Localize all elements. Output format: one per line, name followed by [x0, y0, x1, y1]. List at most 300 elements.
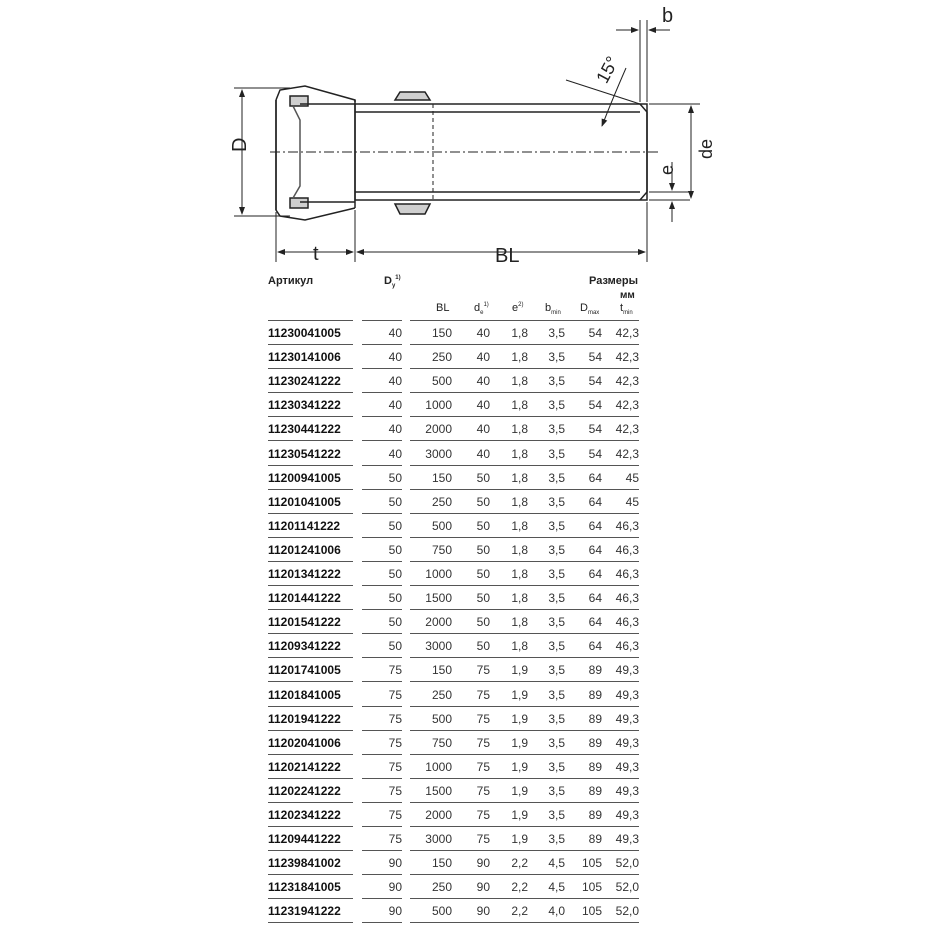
article-cell: 11230241222 [268, 374, 341, 389]
b-cell: 3,5 [548, 494, 565, 509]
e-cell: 1,8 [511, 567, 528, 581]
row-divider [410, 802, 639, 803]
table-row [0, 370, 930, 394]
t-cell: 46,3 [615, 567, 639, 581]
e-cell: 2,2 [511, 856, 528, 871]
table-row [0, 732, 930, 756]
t-cell: 49,3 [615, 832, 639, 847]
b-cell: 3,5 [548, 350, 565, 365]
row-divider [268, 440, 353, 441]
e-cell: 1,8 [511, 494, 528, 509]
row-divider [410, 657, 639, 658]
e-cell: 1,8 [511, 374, 528, 389]
row-divider [268, 898, 353, 899]
de-cell: 75 [476, 663, 490, 678]
D-cell: 64 [588, 567, 602, 581]
b-cell: 3,5 [548, 422, 565, 437]
row-divider [268, 513, 353, 514]
row-divider [268, 489, 353, 490]
bl-cell: 150 [431, 856, 452, 871]
row-divider [268, 633, 353, 634]
bl-cell: 2000 [425, 808, 452, 822]
article-cell: 11202241222 [268, 783, 341, 798]
label-de: de [696, 138, 716, 159]
article-cell: 11202341222 [268, 808, 341, 822]
t-cell: 42,3 [615, 374, 639, 389]
table-row [0, 804, 930, 828]
b-cell: 3,5 [548, 783, 565, 798]
row-divider [268, 778, 353, 779]
row-divider [268, 730, 353, 731]
label-t: t [313, 243, 319, 265]
D-cell: 64 [588, 639, 602, 654]
de-cell: 75 [476, 735, 490, 750]
de-cell: 75 [476, 687, 490, 702]
e-cell: 1,8 [511, 615, 528, 630]
e-cell: 1,9 [511, 783, 528, 798]
row-divider [268, 754, 353, 755]
row-divider [362, 585, 402, 586]
row-divider [362, 489, 402, 490]
bl-cell: 750 [431, 735, 452, 750]
t-cell: 49,3 [615, 759, 639, 774]
article-cell: 11230441222 [268, 422, 341, 437]
row-divider [268, 874, 353, 875]
dy-cell: 40 [388, 326, 402, 340]
e-cell: 1,8 [511, 518, 528, 533]
header-divider-article [268, 320, 353, 321]
de-cell: 50 [476, 639, 490, 654]
article-cell: 11201141222 [268, 518, 341, 533]
row-divider [410, 874, 639, 875]
row-divider [268, 537, 353, 538]
label-b: b [662, 5, 674, 27]
header-dy-sup: 1) [395, 275, 401, 281]
de-cell: 75 [476, 783, 490, 798]
row-divider [362, 706, 402, 707]
table-row [0, 876, 930, 900]
de-cell: 75 [476, 832, 490, 847]
bl-cell: 1000 [425, 567, 452, 581]
b-cell: 3,5 [548, 591, 565, 606]
table-row [0, 684, 930, 708]
row-divider [362, 513, 402, 514]
row-divider [410, 585, 639, 586]
table-row [0, 346, 930, 370]
header-e [512, 302, 523, 314]
e-cell: 2,2 [511, 904, 528, 919]
table-row [0, 635, 930, 659]
article-cell: 11200941005 [268, 470, 341, 485]
bl-cell: 250 [431, 687, 452, 702]
row-divider [410, 465, 639, 466]
bl-cell: 250 [431, 494, 452, 509]
dy-cell: 75 [388, 735, 402, 750]
row-divider [362, 850, 402, 851]
e-cell: 1,8 [511, 326, 528, 340]
table-row [0, 756, 930, 780]
t-cell: 49,3 [615, 808, 639, 822]
table-row [0, 900, 930, 924]
header-e-label: e [512, 302, 519, 314]
t-cell: 52,0 [615, 856, 639, 871]
D-cell: 64 [588, 615, 602, 630]
article-cell: 11202041006 [268, 735, 341, 750]
dy-cell: 50 [388, 542, 402, 557]
b-cell: 3,5 [548, 735, 565, 750]
row-divider [268, 561, 353, 562]
bl-cell: 500 [431, 711, 452, 726]
de-cell: 90 [476, 904, 490, 919]
row-divider [362, 826, 402, 827]
de-cell: 75 [476, 759, 490, 774]
D-cell: 54 [588, 446, 602, 461]
bl-cell: 2000 [425, 615, 452, 630]
header-article: Артикул [268, 275, 314, 287]
D-cell: 64 [588, 494, 602, 509]
header-bl: BL [436, 302, 450, 314]
table-row [0, 708, 930, 732]
t-cell: 42,3 [615, 350, 639, 365]
row-divider [362, 802, 402, 803]
de-cell: 40 [476, 446, 490, 461]
b-cell: 3,5 [548, 374, 565, 389]
D-cell: 89 [588, 832, 602, 847]
table-row [0, 780, 930, 804]
bl-cell: 3000 [425, 446, 452, 461]
de-cell: 50 [476, 567, 490, 581]
b-cell: 3,5 [548, 687, 565, 702]
de-cell: 40 [476, 374, 490, 389]
table-row [0, 443, 930, 467]
t-cell: 46,3 [615, 639, 639, 654]
dy-cell: 75 [388, 832, 402, 847]
dy-cell: 75 [388, 808, 402, 822]
D-cell: 89 [588, 735, 602, 750]
bl-cell: 500 [431, 904, 452, 919]
article-cell: 11201241006 [268, 542, 341, 557]
row-divider [410, 778, 639, 779]
de-cell: 50 [476, 518, 490, 533]
dy-cell: 50 [388, 615, 402, 630]
bl-cell: 3000 [425, 639, 452, 654]
D-cell: 105 [581, 904, 602, 919]
row-divider [268, 681, 353, 682]
row-divider [362, 416, 402, 417]
b-cell: 3,5 [548, 470, 565, 485]
header-dy-sub: y [391, 283, 396, 289]
dy-cell: 40 [388, 374, 402, 389]
t-cell: 42,3 [615, 326, 639, 340]
D-cell: 64 [588, 518, 602, 533]
header-e-sup: 2) [518, 302, 524, 308]
D-cell: 54 [588, 326, 602, 340]
row-divider [268, 826, 353, 827]
b-cell: 4,5 [548, 880, 565, 895]
row-divider [362, 609, 402, 610]
e-cell: 1,8 [511, 398, 528, 413]
e-cell: 1,8 [511, 639, 528, 654]
row-divider [268, 657, 353, 658]
de-cell: 50 [476, 615, 490, 630]
bl-cell: 1000 [425, 398, 452, 413]
header-D-label: D [580, 302, 588, 314]
article-cell: 11230341222 [268, 398, 341, 413]
row-divider [362, 778, 402, 779]
row-divider [362, 465, 402, 466]
row-divider [362, 754, 402, 755]
article-cell: 11201941222 [268, 711, 341, 726]
b-cell: 3,5 [548, 711, 565, 726]
row-divider [410, 706, 639, 707]
row-divider [268, 850, 353, 851]
dy-cell: 75 [388, 759, 402, 774]
row-divider [362, 368, 402, 369]
table-row [0, 539, 930, 563]
header-de-sup: 1) [483, 302, 489, 308]
row-divider [362, 874, 402, 875]
t-cell: 49,3 [615, 783, 639, 798]
article-cell: 11201441222 [268, 591, 341, 606]
bl-cell: 250 [431, 350, 452, 365]
e-cell: 1,8 [511, 350, 528, 365]
bl-cell: 3000 [425, 832, 452, 847]
b-cell: 3,5 [548, 808, 565, 822]
de-cell: 50 [476, 494, 490, 509]
row-divider [268, 706, 353, 707]
article-cell: 11201841005 [268, 687, 341, 702]
b-cell: 3,5 [548, 542, 565, 557]
t-cell: 45 [625, 494, 639, 509]
header-de-sub: e [480, 310, 484, 316]
row-divider [410, 440, 639, 441]
table-row [0, 418, 930, 442]
bl-cell: 150 [431, 663, 452, 678]
header-dy-label: D [384, 275, 392, 287]
row-divider [410, 826, 639, 827]
header-b [545, 302, 561, 316]
t-cell: 49,3 [615, 711, 639, 726]
table-row [0, 659, 930, 683]
dy-cell: 75 [388, 783, 402, 798]
D-cell: 54 [588, 350, 602, 365]
e-cell: 1,9 [511, 759, 528, 774]
label-e: e [657, 164, 677, 175]
row-divider [362, 730, 402, 731]
e-cell: 1,9 [511, 832, 528, 847]
D-cell: 89 [588, 687, 602, 702]
header-b-sub: min [551, 310, 561, 316]
table-row [0, 828, 930, 852]
table-row [0, 852, 930, 876]
t-cell: 42,3 [615, 422, 639, 437]
de-cell: 40 [476, 326, 490, 340]
row-divider [362, 440, 402, 441]
row-divider [362, 392, 402, 393]
e-cell: 1,8 [511, 591, 528, 606]
table-row [0, 491, 930, 515]
row-divider [362, 922, 402, 923]
D-cell: 54 [588, 374, 602, 389]
table-row [0, 394, 930, 418]
row-divider [410, 898, 639, 899]
bl-cell: 150 [431, 470, 452, 485]
dy-cell: 90 [388, 880, 402, 895]
table-row [0, 563, 930, 587]
row-divider [410, 609, 639, 610]
bl-cell: 1500 [425, 783, 452, 798]
bl-cell: 750 [431, 542, 452, 557]
t-cell: 46,3 [615, 542, 639, 557]
e-cell: 1,8 [511, 470, 528, 485]
dy-cell: 50 [388, 470, 402, 485]
table-row [0, 467, 930, 491]
dy-cell: 50 [388, 591, 402, 606]
row-divider [268, 392, 353, 393]
header-de [474, 302, 489, 316]
bl-cell: 500 [431, 518, 452, 533]
row-divider [410, 730, 639, 731]
header-unit: мм [620, 290, 635, 301]
row-divider [268, 368, 353, 369]
de-cell: 50 [476, 542, 490, 557]
row-divider [268, 802, 353, 803]
t-cell: 46,3 [615, 615, 639, 630]
row-divider [362, 657, 402, 658]
article-cell: 11230541222 [268, 446, 341, 461]
row-divider [268, 585, 353, 586]
de-cell: 75 [476, 808, 490, 822]
header-t [620, 302, 633, 316]
bl-cell: 150 [431, 326, 452, 340]
article-cell: 11209441222 [268, 832, 341, 847]
dy-cell: 40 [388, 446, 402, 461]
row-divider [410, 392, 639, 393]
D-cell: 105 [581, 880, 602, 895]
dy-cell: 50 [388, 494, 402, 509]
bl-cell: 1500 [425, 591, 452, 606]
bl-cell: 1000 [425, 759, 452, 774]
b-cell: 3,5 [548, 639, 565, 654]
article-cell: 11231841005 [268, 880, 341, 895]
header-t-sub: min [623, 310, 633, 316]
de-cell: 90 [476, 856, 490, 871]
row-divider [410, 754, 639, 755]
D-cell: 64 [588, 591, 602, 606]
D-cell: 89 [588, 783, 602, 798]
header-de-label: d [474, 302, 481, 314]
dy-cell: 50 [388, 639, 402, 654]
D-cell: 89 [588, 808, 602, 822]
de-cell: 40 [476, 350, 490, 365]
de-cell: 50 [476, 591, 490, 606]
e-cell: 1,9 [511, 663, 528, 678]
row-divider [268, 922, 353, 923]
dy-cell: 90 [388, 904, 402, 919]
header-dy [384, 275, 401, 289]
label-angle: 15° [592, 53, 623, 87]
label-D: D [229, 137, 251, 152]
dy-cell: 90 [388, 856, 402, 871]
e-cell: 1,9 [511, 711, 528, 726]
row-divider [410, 537, 639, 538]
row-divider [410, 850, 639, 851]
e-cell: 1,9 [511, 735, 528, 750]
de-cell: 90 [476, 880, 490, 895]
table-row [0, 515, 930, 539]
b-cell: 3,5 [548, 518, 565, 533]
article-cell: 11239841002 [268, 856, 341, 871]
D-cell: 54 [588, 398, 602, 413]
bl-cell: 2000 [425, 422, 452, 437]
dy-cell: 40 [388, 350, 402, 365]
dy-cell: 75 [388, 687, 402, 702]
row-divider [362, 898, 402, 899]
bl-cell: 500 [431, 374, 452, 389]
de-cell: 50 [476, 470, 490, 485]
t-cell: 49,3 [615, 735, 639, 750]
article-cell: 11201341222 [268, 567, 341, 581]
e-cell: 1,9 [511, 687, 528, 702]
label-BL: BL [495, 245, 520, 267]
table-row [0, 322, 930, 346]
row-divider [362, 681, 402, 682]
row-divider [410, 922, 639, 923]
article-cell: 11230041005 [268, 326, 341, 340]
row-divider [410, 681, 639, 682]
t-cell: 52,0 [615, 904, 639, 919]
row-divider [362, 537, 402, 538]
e-cell: 1,8 [511, 446, 528, 461]
row-divider [410, 416, 639, 417]
article-cell: 11209341222 [268, 639, 341, 654]
article-cell: 11202141222 [268, 759, 341, 774]
e-cell: 1,9 [511, 808, 528, 822]
b-cell: 3,5 [548, 567, 565, 581]
header-divider-dims [410, 320, 639, 321]
D-cell: 89 [588, 759, 602, 774]
t-cell: 45 [625, 470, 639, 485]
article-cell: 11201041005 [268, 494, 341, 509]
row-divider [410, 489, 639, 490]
t-cell: 42,3 [615, 398, 639, 413]
t-cell: 49,3 [615, 687, 639, 702]
b-cell: 3,5 [548, 615, 565, 630]
dy-cell: 50 [388, 518, 402, 533]
b-cell: 3,5 [548, 326, 565, 340]
e-cell: 2,2 [511, 880, 528, 895]
row-divider [362, 561, 402, 562]
b-cell: 3,5 [548, 663, 565, 678]
D-cell: 64 [588, 542, 602, 557]
D-cell: 64 [588, 470, 602, 485]
header-D-sub: max [587, 310, 600, 316]
t-cell: 46,3 [615, 518, 639, 533]
row-divider [268, 609, 353, 610]
row-divider [362, 344, 402, 345]
b-cell: 3,5 [548, 832, 565, 847]
row-divider [362, 633, 402, 634]
header-divider [362, 320, 402, 321]
D-cell: 54 [588, 422, 602, 437]
D-cell: 89 [588, 663, 602, 678]
de-cell: 75 [476, 711, 490, 726]
dy-cell: 40 [388, 398, 402, 413]
row-divider [410, 561, 639, 562]
header-t-label: t [620, 302, 624, 314]
t-cell: 49,3 [615, 663, 639, 678]
e-cell: 1,8 [511, 422, 528, 437]
